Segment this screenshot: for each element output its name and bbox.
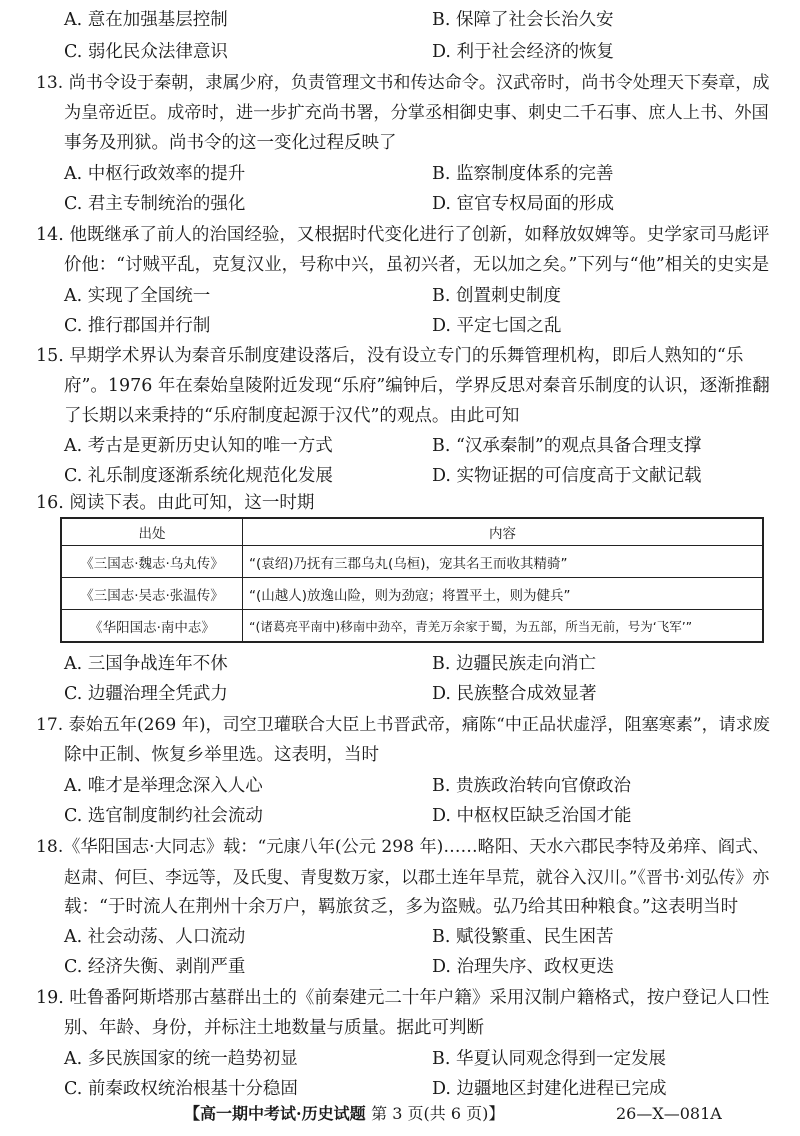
q15-stem-line-3: 了长期以来秉持的“乐府制度起源于汉代”的观点。由此可知 bbox=[64, 406, 520, 426]
q14-stem-line-2: 价他：“讨贼平乱，克复汉业，号称中兴，虽初兴者，无以加之矣。”下列与“他”相关的史实是 bbox=[64, 255, 770, 275]
footer-title-group bbox=[184, 1100, 504, 1128]
q12-option-c: C. 弱化民众法律意识 bbox=[64, 42, 228, 62]
table-header-row bbox=[61, 518, 763, 546]
table-cell-source: 《三国志·魏志·乌丸传》 bbox=[61, 546, 243, 578]
q19-stem-line-2: 别、年龄、身份，并标注土地数量与质量。据此可判断 bbox=[64, 1018, 484, 1038]
q16-option-a: A. 三国争战连年不休 bbox=[64, 654, 228, 674]
table-row bbox=[61, 578, 763, 610]
q18-stem-line-1: 18.《华阳国志·大同志》载：“元康八年(公元 298 年)……略阳、天水六郡民李特及弟痒、阎式、 bbox=[36, 837, 770, 857]
q17-stem-line-1: 17. 泰始五年(269 年)，司空卫瓘联合大臣上书晋武帝，痛陈“中正品状虚浮，阻塞寒素”，请求废 bbox=[36, 715, 770, 735]
q18-stem-line-3: 载：“于时流人在荆州十余万户，羁旅贫乏，多为盗贼。弘乃给其田种粮食。”这表明当时 bbox=[64, 897, 739, 917]
footer-page-number: 第 3 页(共 6 页)】 bbox=[371, 1104, 505, 1123]
table-header-content: 内容 bbox=[243, 518, 764, 546]
q16-option-d: D. 民族整合成效显著 bbox=[432, 684, 597, 704]
q18-stem-line-2: 赵肃、何巨、李远等，及氏叟、青叟数万家，以郡土连年旱荒，就谷入汉川。”《晋书·刘弘传》亦 bbox=[64, 867, 770, 887]
q17-option-a: A. 唯才是举理念深入人心 bbox=[64, 776, 263, 796]
q15-stem-line-1: 15. 早期学术界认为秦音乐制度建设落后，没有设立专门的乐舞管理机构，即后人熟知的“乐 bbox=[36, 346, 744, 366]
footer-title: 【高一期中考试·历史试题 bbox=[184, 1104, 366, 1123]
q15-option-a: A. 考古是更新历史认知的唯一方式 bbox=[64, 436, 333, 456]
q12-option-d: D. 利于社会经济的恢复 bbox=[432, 42, 615, 62]
q18-option-d: D. 治理失序、政权更迭 bbox=[432, 957, 615, 977]
q14-option-a: A. 实现了全国统一 bbox=[64, 286, 211, 306]
q14-option-b: B. 创置刺史制度 bbox=[432, 286, 561, 306]
q12-option-b: B. 保障了社会长治久安 bbox=[432, 10, 614, 30]
q16-stem: 16. 阅读下表。由此可知，这一时期 bbox=[36, 493, 315, 513]
q12-option-a: A. 意在加强基层控制 bbox=[64, 10, 228, 30]
source-table bbox=[60, 517, 764, 643]
table-cell-content: “(诸葛亮平南中)移南中劲卒，青羌万余家于蜀，为五部，所当无前，号为‘飞军’” bbox=[243, 610, 764, 643]
q15-stem-line-2: 府”。1976 年在秦始皇陵附近发现“乐府”编钟后，学界反思对秦音乐制度的认识，逐渐推翻 bbox=[64, 376, 770, 396]
q17-option-c: C. 选官制度制约社会流动 bbox=[64, 806, 263, 826]
q19-option-c: C. 前秦政权统治根基十分稳固 bbox=[64, 1079, 298, 1099]
q13-stem-line-3: 事务及刑狱。尚书令的这一变化过程反映了 bbox=[64, 133, 397, 153]
q15-option-d: D. 实物证据的可信度高于文献记载 bbox=[432, 466, 702, 486]
q17-option-d: D. 中枢权臣缺乏治国才能 bbox=[432, 806, 632, 826]
q19-option-a: A. 多民族国家的统一趋势初显 bbox=[64, 1049, 298, 1069]
table-row bbox=[61, 546, 763, 578]
q19-option-b: B. 华夏认同观念得到一定发展 bbox=[432, 1049, 666, 1069]
q18-option-c: C. 经济失衡、剥削严重 bbox=[64, 957, 246, 977]
q13-option-b: B. 监察制度体系的完善 bbox=[432, 164, 614, 184]
table-row bbox=[61, 610, 763, 643]
table-cell-source: 《华阳国志·南中志》 bbox=[61, 610, 243, 643]
table-header-source: 出处 bbox=[61, 518, 243, 546]
q17-stem-line-2: 除中正制、恢复乡举里选。这表明，当时 bbox=[64, 745, 379, 765]
q19-stem-line-1: 19. 吐鲁番阿斯塔那古墓群出土的《前秦建元二十年户籍》采用汉制户籍格式，按户登记人口性 bbox=[36, 988, 770, 1008]
footer-exam-code: 26—X—081A bbox=[616, 1104, 722, 1123]
q13-stem-line-2: 为皇帝近臣。成帝时，进一步扩充尚书署，分掌丞相御史事、刺史二千石事、庶人上书、外国 bbox=[64, 103, 769, 123]
q18-option-b: B. 赋役繁重、民生困苦 bbox=[432, 927, 614, 947]
q17-option-b: B. 贵族政治转向官僚政治 bbox=[432, 776, 631, 796]
table-cell-source: 《三国志·吴志·张温传》 bbox=[61, 578, 243, 610]
q15-option-c: C. 礼乐制度逐渐系统化规范化发展 bbox=[64, 466, 333, 486]
q18-option-a: A. 社会动荡、人口流动 bbox=[64, 927, 246, 947]
q13-option-c: C. 君主专制统治的强化 bbox=[64, 194, 246, 214]
q16-option-b: B. 边疆民族走向消亡 bbox=[432, 654, 596, 674]
q15-option-b: B. “汉承秦制”的观点具备合理支撑 bbox=[432, 436, 702, 456]
q16-option-c: C. 边疆治理全凭武力 bbox=[64, 684, 228, 704]
q14-stem-line-1: 14. 他既继承了前人的治国经验，又根据时代变化进行了创新，如释放奴婢等。史学家司马彪评 bbox=[36, 225, 770, 245]
q14-option-d: D. 平定七国之乱 bbox=[432, 316, 562, 336]
q13-option-d: D. 宦官专权局面的形成 bbox=[432, 194, 615, 214]
table-cell-content: “(袁绍)乃抚有三郡乌丸(乌桓)，宠其名王而收其精骑” bbox=[243, 546, 764, 578]
q19-option-d: D. 边疆地区封建化进程已完成 bbox=[432, 1079, 667, 1099]
table-cell-content: “(山越人)放逸山险，则为劲寇；将置平土，则为健兵” bbox=[243, 578, 764, 610]
q13-stem-line-1: 13. 尚书令设于秦朝，隶属少府，负责管理文书和传达命令。汉武帝时，尚书令处理天下奏章，成 bbox=[36, 73, 770, 93]
page-footer bbox=[0, 1100, 800, 1128]
q14-option-c: C. 推行郡国并行制 bbox=[64, 316, 211, 336]
q13-option-a: A. 中枢行政效率的提升 bbox=[64, 164, 246, 184]
